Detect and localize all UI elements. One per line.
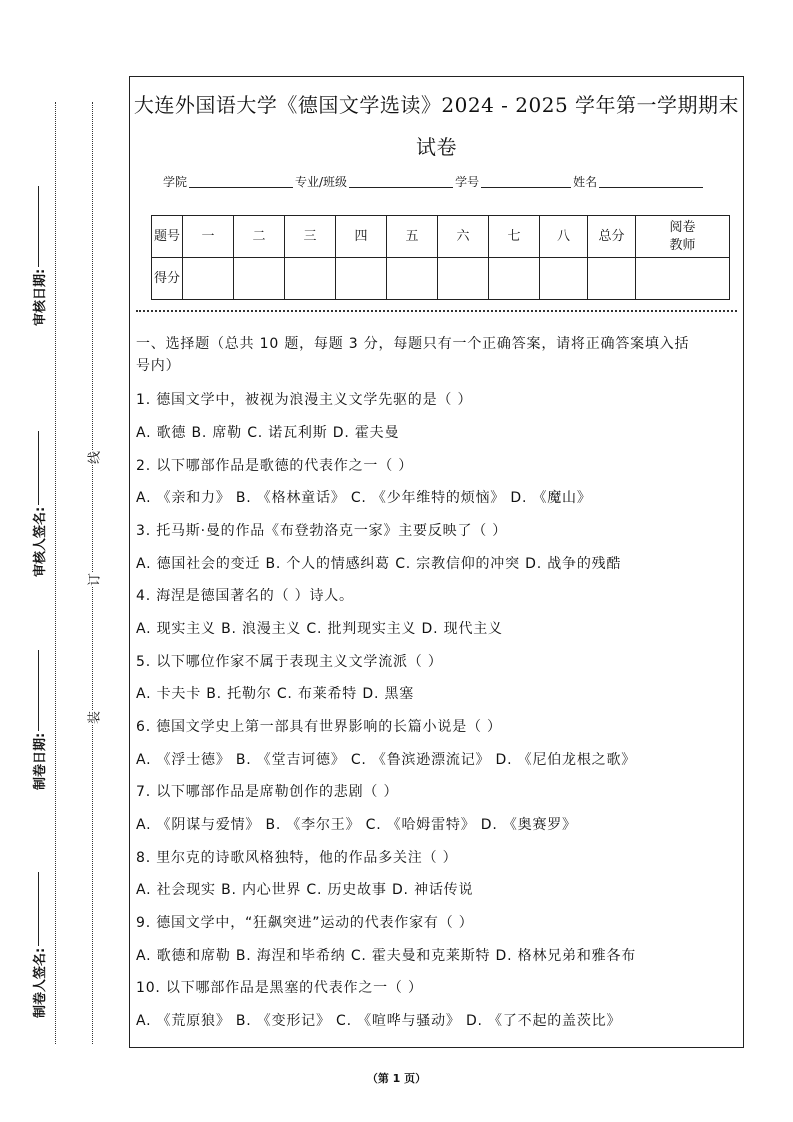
college-label: 学院 <box>163 175 188 189</box>
column-head-6: 六 <box>438 216 489 258</box>
score-cell-5[interactable] <box>387 258 438 300</box>
grader-signature-cell[interactable] <box>636 258 730 300</box>
question-2-stem: 2. 以下哪部作品是歌德的代表作之一（ ） <box>136 458 414 474</box>
score-cell-3[interactable] <box>285 258 336 300</box>
question-9-options: A. 歌德和席勒 B. 海涅和毕希纳 C. 霍夫曼和克莱斯特 D. 格林兄弟和雅各布 <box>136 948 637 964</box>
review-date-field[interactable] <box>37 186 39 267</box>
question-5-options: A. 卡夫卡 B. 托勒尔 C. 布莱希特 D. 黑塞 <box>136 686 415 702</box>
score-cell-6[interactable] <box>438 258 489 300</box>
grader-head: 阅卷教师 <box>636 216 730 258</box>
paper-maker-signature-label: 制卷人签名: <box>28 872 48 1018</box>
question-6-options: A. 《浮士德》 B. 《堂吉诃德》 C. 《鲁滨逊漂流记》 D. 《尼伯龙根之歌》 <box>136 752 637 768</box>
question-8-options: A. 社会现实 B. 内心世界 C. 历史故事 D. 神话传说 <box>136 882 474 898</box>
review-date-label: 审核日期: <box>28 186 48 326</box>
question-7-stem: 7. 以下哪部作品是席勒创作的悲剧（ ） <box>136 784 399 800</box>
question-5-stem: 5. 以下哪位作家不属于表现主义文学流派（ ） <box>136 654 443 670</box>
reviewer-signature-label: 审核人签名: <box>28 431 48 577</box>
exam-title-continued: 试卷 <box>416 135 457 159</box>
score-head: 得分 <box>152 258 183 300</box>
name-label: 姓名 <box>573 175 598 189</box>
binding-char-staple: 订 <box>84 573 103 587</box>
question-2-options: A. 《亲和力》 B. 《格林童话》 C. 《少年维特的烦恼》 D. 《魔山》 <box>136 490 592 506</box>
major-class-label: 专业/班级 <box>295 175 348 189</box>
student-id-field[interactable] <box>481 186 571 188</box>
question-8-stem: 8. 里尔克的诗歌风格独特，他的作品多关注（ ） <box>136 850 458 866</box>
column-head-5: 五 <box>387 216 438 258</box>
question-6-stem: 6. 德国文学史上第一部具有世界影响的长篇小说是（ ） <box>136 719 502 735</box>
paper-date-label: 制卷日期: <box>28 650 48 790</box>
column-head-4: 四 <box>336 216 387 258</box>
student-id-label: 学号 <box>455 175 480 189</box>
binding-line-outer <box>55 102 56 1044</box>
column-head-8: 八 <box>540 216 588 258</box>
question-4-stem: 4. 海涅是德国著名的（ ）诗人。 <box>136 588 354 604</box>
college-field[interactable] <box>189 186 293 188</box>
paper-maker-signature-field[interactable] <box>37 872 39 946</box>
exam-paper <box>129 76 744 1048</box>
binding-char-bind: 装 <box>84 711 103 725</box>
name-field[interactable] <box>599 186 703 188</box>
score-cell-1[interactable] <box>183 258 234 300</box>
question-4-options: A. 现实主义 B. 浪漫主义 C. 批判现实主义 D. 现代主义 <box>136 621 503 637</box>
question-9-stem: 9. 德国文学中，“狂飙突进”运动的代表作家有（ ） <box>136 915 474 931</box>
score-table-score-row <box>152 258 730 300</box>
score-table <box>151 215 730 300</box>
column-head-1: 一 <box>183 216 234 258</box>
question-1-stem: 1. 德国文学中，被视为浪漫主义文学先驱的是（ ） <box>136 392 473 408</box>
question-7-options: A. 《阴谋与爱情》 B. 《李尔王》 C. 《哈姆雷特》 D. 《奥赛罗》 <box>136 817 577 833</box>
column-head-2: 二 <box>234 216 285 258</box>
column-head-3: 三 <box>285 216 336 258</box>
cut-line <box>136 310 737 312</box>
student-info-row <box>163 173 705 190</box>
question-10-stem: 10. 以下哪部作品是黑塞的代表作之一（ ） <box>136 980 423 996</box>
section-1-heading: 一、选择题（总共 10 题，每题 3 分，每题只有一个正确答案，请将正确答案填入括 <box>136 336 690 352</box>
major-class-field[interactable] <box>349 186 453 188</box>
column-head-7: 七 <box>489 216 540 258</box>
reviewer-signature-field[interactable] <box>37 431 39 505</box>
score-table-header-row <box>152 216 730 258</box>
binding-char-line: 线 <box>84 451 103 465</box>
exam-title: 大连外国语大学《德国文学选读》2024 - 2025 学年第一学期期末 <box>133 93 740 117</box>
question-3-options: A. 德国社会的变迁 B. 个人的情感纠葛 C. 宗教信仰的冲突 D. 战争的残酷 <box>136 556 622 572</box>
score-cell-total[interactable] <box>588 258 636 300</box>
page-number: （第 1 页） <box>366 1072 427 1085</box>
score-cell-4[interactable] <box>336 258 387 300</box>
score-cell-2[interactable] <box>234 258 285 300</box>
column-head-total: 总分 <box>588 216 636 258</box>
question-1-options: A. 歌德 B. 席勒 C. 诺瓦利斯 D. 霍夫曼 <box>136 425 400 441</box>
score-cell-8[interactable] <box>540 258 588 300</box>
question-3-stem: 3. 托马斯·曼的作品《布登勃洛克一家》主要反映了（ ） <box>136 523 508 539</box>
section-1-heading-continued: 号内） <box>136 358 181 374</box>
score-cell-7[interactable] <box>489 258 540 300</box>
question-10-options: A. 《荒原狼》 B. 《变形记》 C. 《喧哗与骚动》 D. 《了不起的盖茨比》 <box>136 1013 622 1029</box>
paper-date-field[interactable] <box>37 650 39 731</box>
question-number-head: 题号 <box>152 216 183 258</box>
